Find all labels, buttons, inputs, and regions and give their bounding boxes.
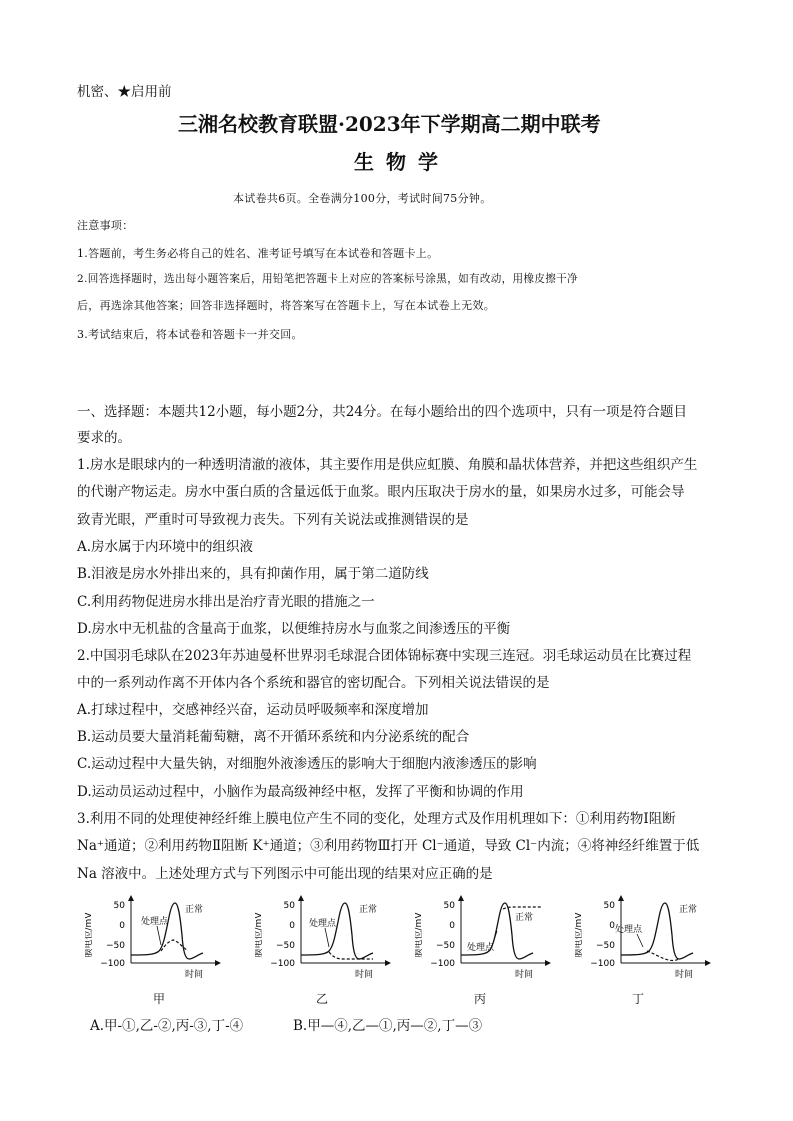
subject-title: 生物学 bbox=[354, 150, 450, 174]
q2-option-b: B.运动员要大量消耗葡萄糖，离不开循环系统和内分泌系统的配合 bbox=[77, 729, 470, 745]
y-tick-minus100: −100 bbox=[100, 959, 125, 969]
chart-bing bbox=[415, 895, 565, 985]
notice-item-2-line-1: 2.回答选择题时，选出每小题答案后，用铅笔把答题卡上对应的答案标号涂黑，如有改动，用橡皮擦干净 bbox=[77, 273, 578, 285]
y-axis-arrow bbox=[298, 895, 304, 901]
chart-yi bbox=[255, 895, 405, 985]
label-treatment-point: 处理点 bbox=[615, 925, 643, 935]
q2-option-c: C.运动过程中大量失钠，对细胞外液渗透压的影响大于细胞内液渗透压的影响 bbox=[77, 756, 537, 772]
y-tick-50: 50 bbox=[113, 901, 125, 911]
caption-ding: 丁 bbox=[632, 992, 645, 1006]
chart-yi-svg bbox=[255, 895, 405, 985]
label-treatment-point: 处理点 bbox=[467, 943, 495, 953]
secrecy-label: 机密、★启用前 bbox=[77, 84, 172, 100]
y-axis-arrow bbox=[128, 895, 134, 901]
q3-stem-line-1: 3.利用不同的处理使神经纤维上膜电位产生不同的变化，处理方式及作用机理如下：①利用药物Ⅰ阻断 bbox=[77, 811, 676, 827]
q2-option-a: A.打球过程中，交感神经兴奋，运动员呼吸频率和深度增加 bbox=[77, 702, 429, 718]
q2-option-d: D.运动员运动过程中，小脑作为最高级神经中枢，发挥了平衡和协调的作用 bbox=[77, 784, 524, 800]
exam-info: 本试卷共6页。全卷满分100分，考试时间75分钟。 bbox=[233, 192, 492, 205]
label-normal: 正常 bbox=[185, 905, 204, 915]
chart-bing-svg bbox=[415, 895, 565, 985]
y-axis-label: 膜电位/mV bbox=[255, 912, 264, 958]
x-axis-label: 时间 bbox=[515, 970, 534, 980]
y-tick-minus50: −50 bbox=[106, 941, 125, 951]
y-tick-minus100: −100 bbox=[430, 959, 455, 969]
q3-option-a: A.甲-①,乙-②,丙-③,丁-④ bbox=[90, 1018, 244, 1034]
y-tick-minus50: −50 bbox=[436, 941, 455, 951]
q2-stem-line-1: 2.中国羽毛球队在2023年苏迪曼杯世界羽毛球混合团体锦标赛中实现三连冠。羽毛球运动员在比赛过程 bbox=[77, 648, 692, 664]
y-axis-arrow bbox=[618, 895, 624, 901]
x-axis-label: 时间 bbox=[185, 970, 204, 980]
q1-stem-line-1: 1.房水是眼球内的一种透明清澈的液体，其主要作用是供应虹膜、角膜和晶状体营养，并把这些组织产生 bbox=[77, 457, 698, 473]
q3-option-b: B.甲—④,乙—①,丙—②,丁—③ bbox=[293, 1018, 483, 1034]
x-axis-label: 时间 bbox=[675, 970, 694, 980]
q1-option-a: A.房水属于内环境中的组织液 bbox=[77, 539, 254, 555]
exam-title: 三湘名校教育联盟·2023年下学期高二期中联考 bbox=[178, 112, 601, 136]
q1-option-c: C.利用药物促进房水排出是治疗青光眼的措施之一 bbox=[77, 594, 375, 610]
y-tick-50: 50 bbox=[603, 901, 615, 911]
q3-stem-line-2: Na⁺通道；②利用药物Ⅱ阻断 K⁺通道；③利用药物Ⅲ打开 Cl⁻通道，导致 Cl⁻内流；④将神经纤维置于低 bbox=[77, 838, 700, 854]
caption-yi: 乙 bbox=[316, 992, 329, 1006]
label-normal: 正常 bbox=[359, 905, 378, 915]
label-normal: 正常 bbox=[515, 913, 534, 923]
y-axis-arrow bbox=[458, 895, 464, 901]
y-axis-label: 膜电位/mV bbox=[415, 912, 424, 958]
y-axis-label: 膜电位/mV bbox=[575, 912, 584, 958]
y-tick-50: 50 bbox=[283, 901, 295, 911]
treated-curve bbox=[503, 907, 541, 909]
notice-item-2-line-2: 后，再选涂其他答案；回答非选择题时，将答案写在答题卡上，写在本试卷上无效。 bbox=[77, 299, 496, 312]
pointer-line bbox=[157, 926, 161, 945]
chart-jia-svg bbox=[85, 895, 235, 985]
y-tick-50: 50 bbox=[443, 901, 455, 911]
q2-stem-line-2: 中的一系列动作离不开体内各个系统和器官的密切配合。下列相关说法错误的是 bbox=[77, 675, 550, 691]
chart-jia bbox=[85, 895, 235, 985]
y-tick-minus100: −100 bbox=[590, 959, 615, 969]
label-normal: 正常 bbox=[679, 905, 698, 915]
q1-option-b: B.泪液是房水外排出来的，具有抑菌作用，属于第二道防线 bbox=[77, 566, 429, 582]
y-axis-label: 膜电位/mV bbox=[85, 912, 94, 958]
caption-bing: 丙 bbox=[474, 992, 487, 1006]
notice-heading: 注意事项： bbox=[77, 219, 134, 232]
y-tick-0: 0 bbox=[119, 921, 125, 931]
section-1-line-1: 一、选择题：本题共12小题，每小题2分，共24分。在每小题给出的四个选项中，只有一项是符合题目 bbox=[77, 404, 687, 420]
y-tick-minus100: −100 bbox=[270, 959, 295, 969]
q3-stem-line-3: Na 溶液中。上述处理方式与下列图示中可能出现的结果对应正确的是 bbox=[77, 866, 493, 882]
pointer-line bbox=[637, 934, 643, 947]
y-tick-0: 0 bbox=[449, 921, 455, 931]
q1-option-d: D.房水中无机盐的含量高于血浆，以便维持房水与血浆之间渗透压的平衡 bbox=[77, 621, 511, 637]
notice-item-1: 1.答题前，考生务必将自己的姓名、准考证号填写在本试卷和答题卡上。 bbox=[77, 247, 439, 260]
x-axis-arrow bbox=[385, 960, 391, 966]
section-1-line-2: 要求的。 bbox=[77, 430, 131, 446]
chart-ding-svg bbox=[575, 895, 725, 985]
q1-stem-line-2: 的代谢产物运走。房水中蛋白质的含量远低于血浆。眼内压取决于房水的量，如果房水过多，可能会导 bbox=[77, 484, 685, 500]
notice-item-3: 3.考试结束后，将本试卷和答题卡一并交回。 bbox=[77, 328, 303, 341]
label-treatment-point: 处理点 bbox=[141, 917, 169, 927]
x-axis-arrow bbox=[545, 960, 551, 966]
x-axis-arrow bbox=[215, 960, 221, 966]
pointer-line bbox=[493, 931, 497, 943]
q1-stem-line-3: 致青光眼，严重时可导致视力丧失。下列有关说法或推测错误的是 bbox=[77, 512, 469, 528]
y-tick-0: 0 bbox=[289, 921, 295, 931]
pointer-line bbox=[325, 928, 329, 947]
x-axis-label: 时间 bbox=[355, 970, 374, 980]
y-tick-minus50: −50 bbox=[596, 941, 615, 951]
label-treatment-point: 处理点 bbox=[309, 919, 337, 929]
caption-jia: 甲 bbox=[153, 992, 166, 1006]
chart-ding bbox=[575, 895, 725, 985]
x-axis-arrow bbox=[705, 960, 711, 966]
y-tick-minus50: −50 bbox=[276, 941, 295, 951]
y-tick-0: 0 bbox=[609, 921, 615, 931]
